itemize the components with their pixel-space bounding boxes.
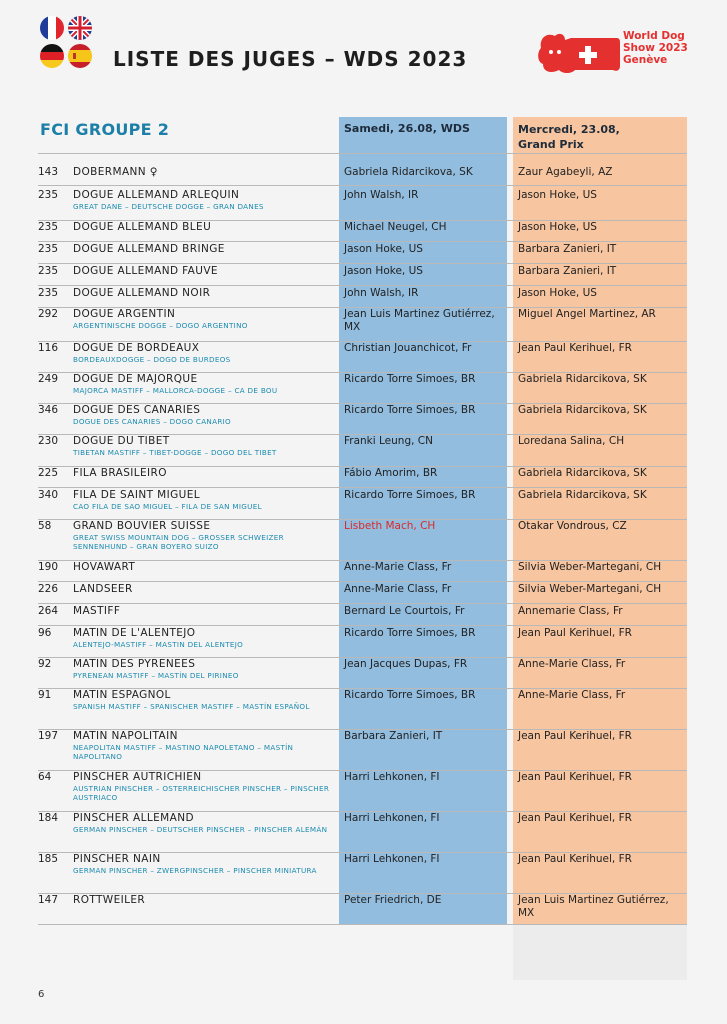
breed-number: 264	[38, 605, 59, 617]
breed-name: PINSCHER AUTRICHIEN	[73, 771, 202, 783]
table-row	[38, 730, 687, 771]
breed-number: 235	[38, 243, 59, 255]
wds-logo-icon	[535, 28, 621, 76]
saturday-judge: Christian Jouanchicot, Fr	[344, 342, 472, 354]
breed-translations: GREAT SWISS MOUNTAIN DOG – GROSSER SCHWEIZER SENNENHUND – GRAN BOYERO SUIZO	[73, 533, 284, 551]
table-row	[38, 605, 687, 626]
breed-number: 340	[38, 489, 59, 501]
wednesday-judge: Jean Paul Kerihuel, FR	[518, 730, 632, 742]
breed-number: 346	[38, 404, 59, 416]
wednesday-judge: Gabriela Ridarcikova, SK	[518, 373, 647, 385]
saturday-judge: Jean Jacques Dupas, FR	[344, 658, 468, 670]
table-row	[38, 520, 687, 561]
table-row	[38, 894, 687, 925]
header-divider	[38, 153, 687, 154]
breed-number: 184	[38, 812, 59, 824]
wednesday-judge: Otakar Vondrous, CZ	[518, 520, 627, 532]
breed-translations: GREAT DANE – DEUTSCHE DOGGE – GRAN DANES	[73, 202, 264, 211]
wednesday-judge: Silvia Weber-Martegani, CH	[518, 583, 662, 595]
flag-spain-icon[interactable]	[68, 44, 92, 68]
breed-name: MASTIFF	[73, 605, 121, 617]
breed-name: ROTTWEILER	[73, 894, 146, 906]
breed-number: 143	[38, 166, 59, 178]
wednesday-judge: Gabriela Ridarcikova, SK	[518, 489, 647, 501]
column-tail-shade	[513, 925, 687, 980]
breed-name: FILA DE SAINT MIGUEL	[73, 489, 201, 501]
breed-name: MATIN DE L'ALENTEJO	[73, 627, 196, 639]
saturday-judge: Anne-Marie Class, Fr	[344, 561, 452, 573]
wednesday-judge: Barbara Zanieri, IT	[518, 265, 617, 277]
wednesday-judge: Jason Hoke, US	[518, 221, 597, 233]
saturday-judge: Harri Lehkonen, FI	[344, 853, 440, 865]
wednesday-header	[518, 122, 620, 152]
breed-number: 225	[38, 467, 59, 479]
breed-number: 230	[38, 435, 59, 447]
table-row	[38, 342, 687, 373]
flag-france-icon[interactable]	[40, 16, 64, 40]
saturday-judge: Anne-Marie Class, Fr	[344, 583, 452, 595]
saturday-judge: John Walsh, IR	[344, 287, 419, 299]
table-row	[38, 243, 687, 264]
wednesday-header-line2: Grand Prix	[518, 138, 584, 151]
breed-number: 197	[38, 730, 59, 742]
breed-number: 190	[38, 561, 59, 573]
saturday-judge: Jean Luis Martinez Gutiérrez, MX	[344, 308, 495, 333]
breed-name: HOVAWART	[73, 561, 136, 573]
table-row	[38, 189, 687, 221]
breed-number: 147	[38, 894, 59, 906]
breed-number: 92	[38, 658, 52, 670]
table-row	[38, 308, 687, 342]
breed-translations: PYRENEAN MASTIFF – MASTÍN DEL PIRINEO	[73, 671, 239, 680]
flag-uk-icon[interactable]	[68, 16, 92, 40]
saturday-judge: Ricardo Torre Simoes, BR	[344, 689, 476, 701]
breed-number: 292	[38, 308, 59, 320]
breed-translations: AUSTRIAN PINSCHER – OSTERREICHISCHER PINSCHER – PINSCHER AUSTRIACO	[73, 784, 330, 802]
wednesday-judge: Jean Luis Martinez Gutiérrez, MX	[518, 894, 669, 919]
breed-name: DOGUE ALLEMAND FAUVE	[73, 265, 218, 277]
breed-number: 249	[38, 373, 59, 385]
saturday-judge: Gabriela Ridarcikova, SK	[344, 166, 473, 178]
wednesday-judge: Zaur Agabeyli, AZ	[518, 166, 613, 178]
saturday-header: Samedi, 26.08, WDS	[344, 122, 470, 135]
wednesday-judge: Loredana Salina, CH	[518, 435, 625, 447]
breed-translations: ARGENTINISCHE DOGGE – DOGO ARGENTINO	[73, 321, 248, 330]
breed-translations: ALENTEJO-MASTIFF – MASTIN DEL ALENTEJO	[73, 640, 244, 649]
saturday-judge: Jason Hoke, US	[344, 243, 423, 255]
table-row	[38, 265, 687, 286]
table-row	[38, 166, 687, 186]
table-row	[38, 404, 687, 435]
table-row	[38, 627, 687, 658]
breed-number: 235	[38, 189, 59, 201]
breed-name: FILA BRASILEIRO	[73, 467, 167, 479]
saturday-judge: John Walsh, IR	[344, 189, 419, 201]
wednesday-judge: Jean Paul Kerihuel, FR	[518, 771, 632, 783]
saturday-judge: Ricardo Torre Simoes, BR	[344, 404, 476, 416]
breed-number: 185	[38, 853, 59, 865]
saturday-judge: Michael Neugel, CH	[344, 221, 447, 233]
breed-translations: MAJORCA MASTIFF – MALLORCA-DOGGE – CA DE BOU	[73, 386, 278, 395]
wednesday-judge: Anne-Marie Class, Fr	[518, 658, 626, 670]
saturday-judge: Barbara Zanieri, IT	[344, 730, 443, 742]
wednesday-judge: Silvia Weber-Martegani, CH	[518, 561, 662, 573]
wednesday-judge: Jean Paul Kerihuel, FR	[518, 812, 632, 824]
saturday-judge: Jason Hoke, US	[344, 265, 423, 277]
breed-number: 116	[38, 342, 59, 354]
logo-line3: Genève	[623, 54, 668, 66]
breed-translations: GERMAN PINSCHER – DEUTSCHER PINSCHER – PINSCHER ALEMÁN	[73, 825, 328, 834]
saturday-judge: Harri Lehkonen, FI	[344, 771, 440, 783]
saturday-judge: Bernard Le Courtois, Fr	[344, 605, 465, 617]
wednesday-judge: Annemarie Class, Fr	[518, 605, 623, 617]
breed-number: 235	[38, 287, 59, 299]
breed-translations: DOGUE DES CANARIES – DOGO CANARIO	[73, 417, 231, 426]
saturday-judge: Franki Leung, CN	[344, 435, 433, 447]
wednesday-judge: Jean Paul Kerihuel, FR	[518, 342, 632, 354]
saturday-judge: Lisbeth Mach, CH	[344, 520, 436, 532]
saturday-judge: Ricardo Torre Simoes, BR	[344, 373, 476, 385]
breed-name: LANDSEER	[73, 583, 133, 595]
breed-name: MATIN NAPOLITAIN	[73, 730, 178, 742]
breed-number: 235	[38, 221, 59, 233]
breed-name: DOGUE ALLEMAND ARLEQUIN	[73, 189, 240, 201]
logo-text	[623, 30, 688, 66]
wednesday-judge: Jean Paul Kerihuel, FR	[518, 627, 632, 639]
wednesday-judge: Barbara Zanieri, IT	[518, 243, 617, 255]
breed-translations: CAO FILA DE SAO MIGUEL – FILA DE SAN MIGUEL	[73, 502, 262, 511]
table-row	[38, 561, 687, 582]
logo-line1: World Dog	[623, 30, 685, 42]
table-row	[38, 287, 687, 308]
page-title: LISTE DES JUGES – WDS 2023	[113, 47, 468, 71]
table-row	[38, 221, 687, 242]
saturday-judge: Harri Lehkonen, FI	[344, 812, 440, 824]
saturday-judge: Peter Friedrich, DE	[344, 894, 442, 906]
breed-name: DOGUE ALLEMAND BRINGE	[73, 243, 225, 255]
saturday-judge: Ricardo Torre Simoes, BR	[344, 489, 476, 501]
wednesday-judge: Miguel Angel Martinez, AR	[518, 308, 656, 320]
wednesday-judge: Anne-Marie Class, Fr	[518, 689, 626, 701]
table-row	[38, 689, 687, 730]
table-row	[38, 467, 687, 488]
breed-translations: GERMAN PINSCHER – ZWERGPINSCHER – PINSCHER MINIATURA	[73, 866, 317, 875]
breed-name: DOGUE DE BORDEAUX	[73, 342, 200, 354]
breed-translations: TIBETAN MASTIFF – TIBET-DOGGE – DOGO DEL TIBET	[73, 448, 277, 457]
table-row	[38, 771, 687, 812]
breed-name: DOGUE DES CANARIES	[73, 404, 201, 416]
table-row	[38, 583, 687, 604]
breed-translations: NEAPOLITAN MASTIFF – MASTINO NAPOLETANO – MASTÍN NAPOLITANO	[73, 743, 294, 761]
breed-name: DOGUE DE MAJORQUE	[73, 373, 198, 385]
breed-name: DOGUE DU TIBET	[73, 435, 170, 447]
group-title: FCI GROUPE 2	[40, 120, 170, 139]
breed-name: DOBERMANN ♀	[73, 166, 158, 178]
wds-logo[interactable]	[535, 28, 695, 78]
breed-name: PINSCHER NAIN	[73, 853, 161, 865]
wednesday-judge: Jason Hoke, US	[518, 189, 597, 201]
table-row	[38, 489, 687, 520]
breed-number: 91	[38, 689, 52, 701]
breed-number: 226	[38, 583, 59, 595]
table-row	[38, 435, 687, 467]
saturday-judge: Ricardo Torre Simoes, BR	[344, 627, 476, 639]
breed-number: 235	[38, 265, 59, 277]
wednesday-judge: Jean Paul Kerihuel, FR	[518, 853, 632, 865]
table-row	[38, 373, 687, 404]
wednesday-judge: Gabriela Ridarcikova, SK	[518, 467, 647, 479]
wednesday-header-line1: Mercredi, 23.08,	[518, 123, 620, 136]
logo-line2: Show 2023	[623, 42, 688, 54]
saturday-judge: Fábio Amorim, BR	[344, 467, 438, 479]
breed-number: 96	[38, 627, 52, 639]
breed-translations: BORDEAUXDOGGE – DOGO DE BURDEOS	[73, 355, 231, 364]
table-row	[38, 812, 687, 853]
table-row	[38, 658, 687, 689]
breed-name: DOGUE ALLEMAND BLEU	[73, 221, 212, 233]
table-row	[38, 853, 687, 894]
breed-number: 58	[38, 520, 52, 532]
wednesday-judge: Jason Hoke, US	[518, 287, 597, 299]
breed-name: MATIN DES PYRENEES	[73, 658, 196, 670]
page-number: 6	[38, 989, 45, 1000]
flag-germany-icon[interactable]	[40, 44, 64, 68]
wednesday-judge: Gabriela Ridarcikova, SK	[518, 404, 647, 416]
breed-name: MATIN ESPAGNOL	[73, 689, 171, 701]
breed-name: DOGUE ALLEMAND NOIR	[73, 287, 211, 299]
breed-name: GRAND BOUVIER SUISSE	[73, 520, 211, 532]
breed-translations: SPANISH MASTIFF – SPANISCHER MASTIFF – MASTÍN ESPAÑOL	[73, 702, 310, 711]
breed-number: 64	[38, 771, 52, 783]
breed-name: DOGUE ARGENTIN	[73, 308, 176, 320]
breed-name: PINSCHER ALLEMAND	[73, 812, 194, 824]
